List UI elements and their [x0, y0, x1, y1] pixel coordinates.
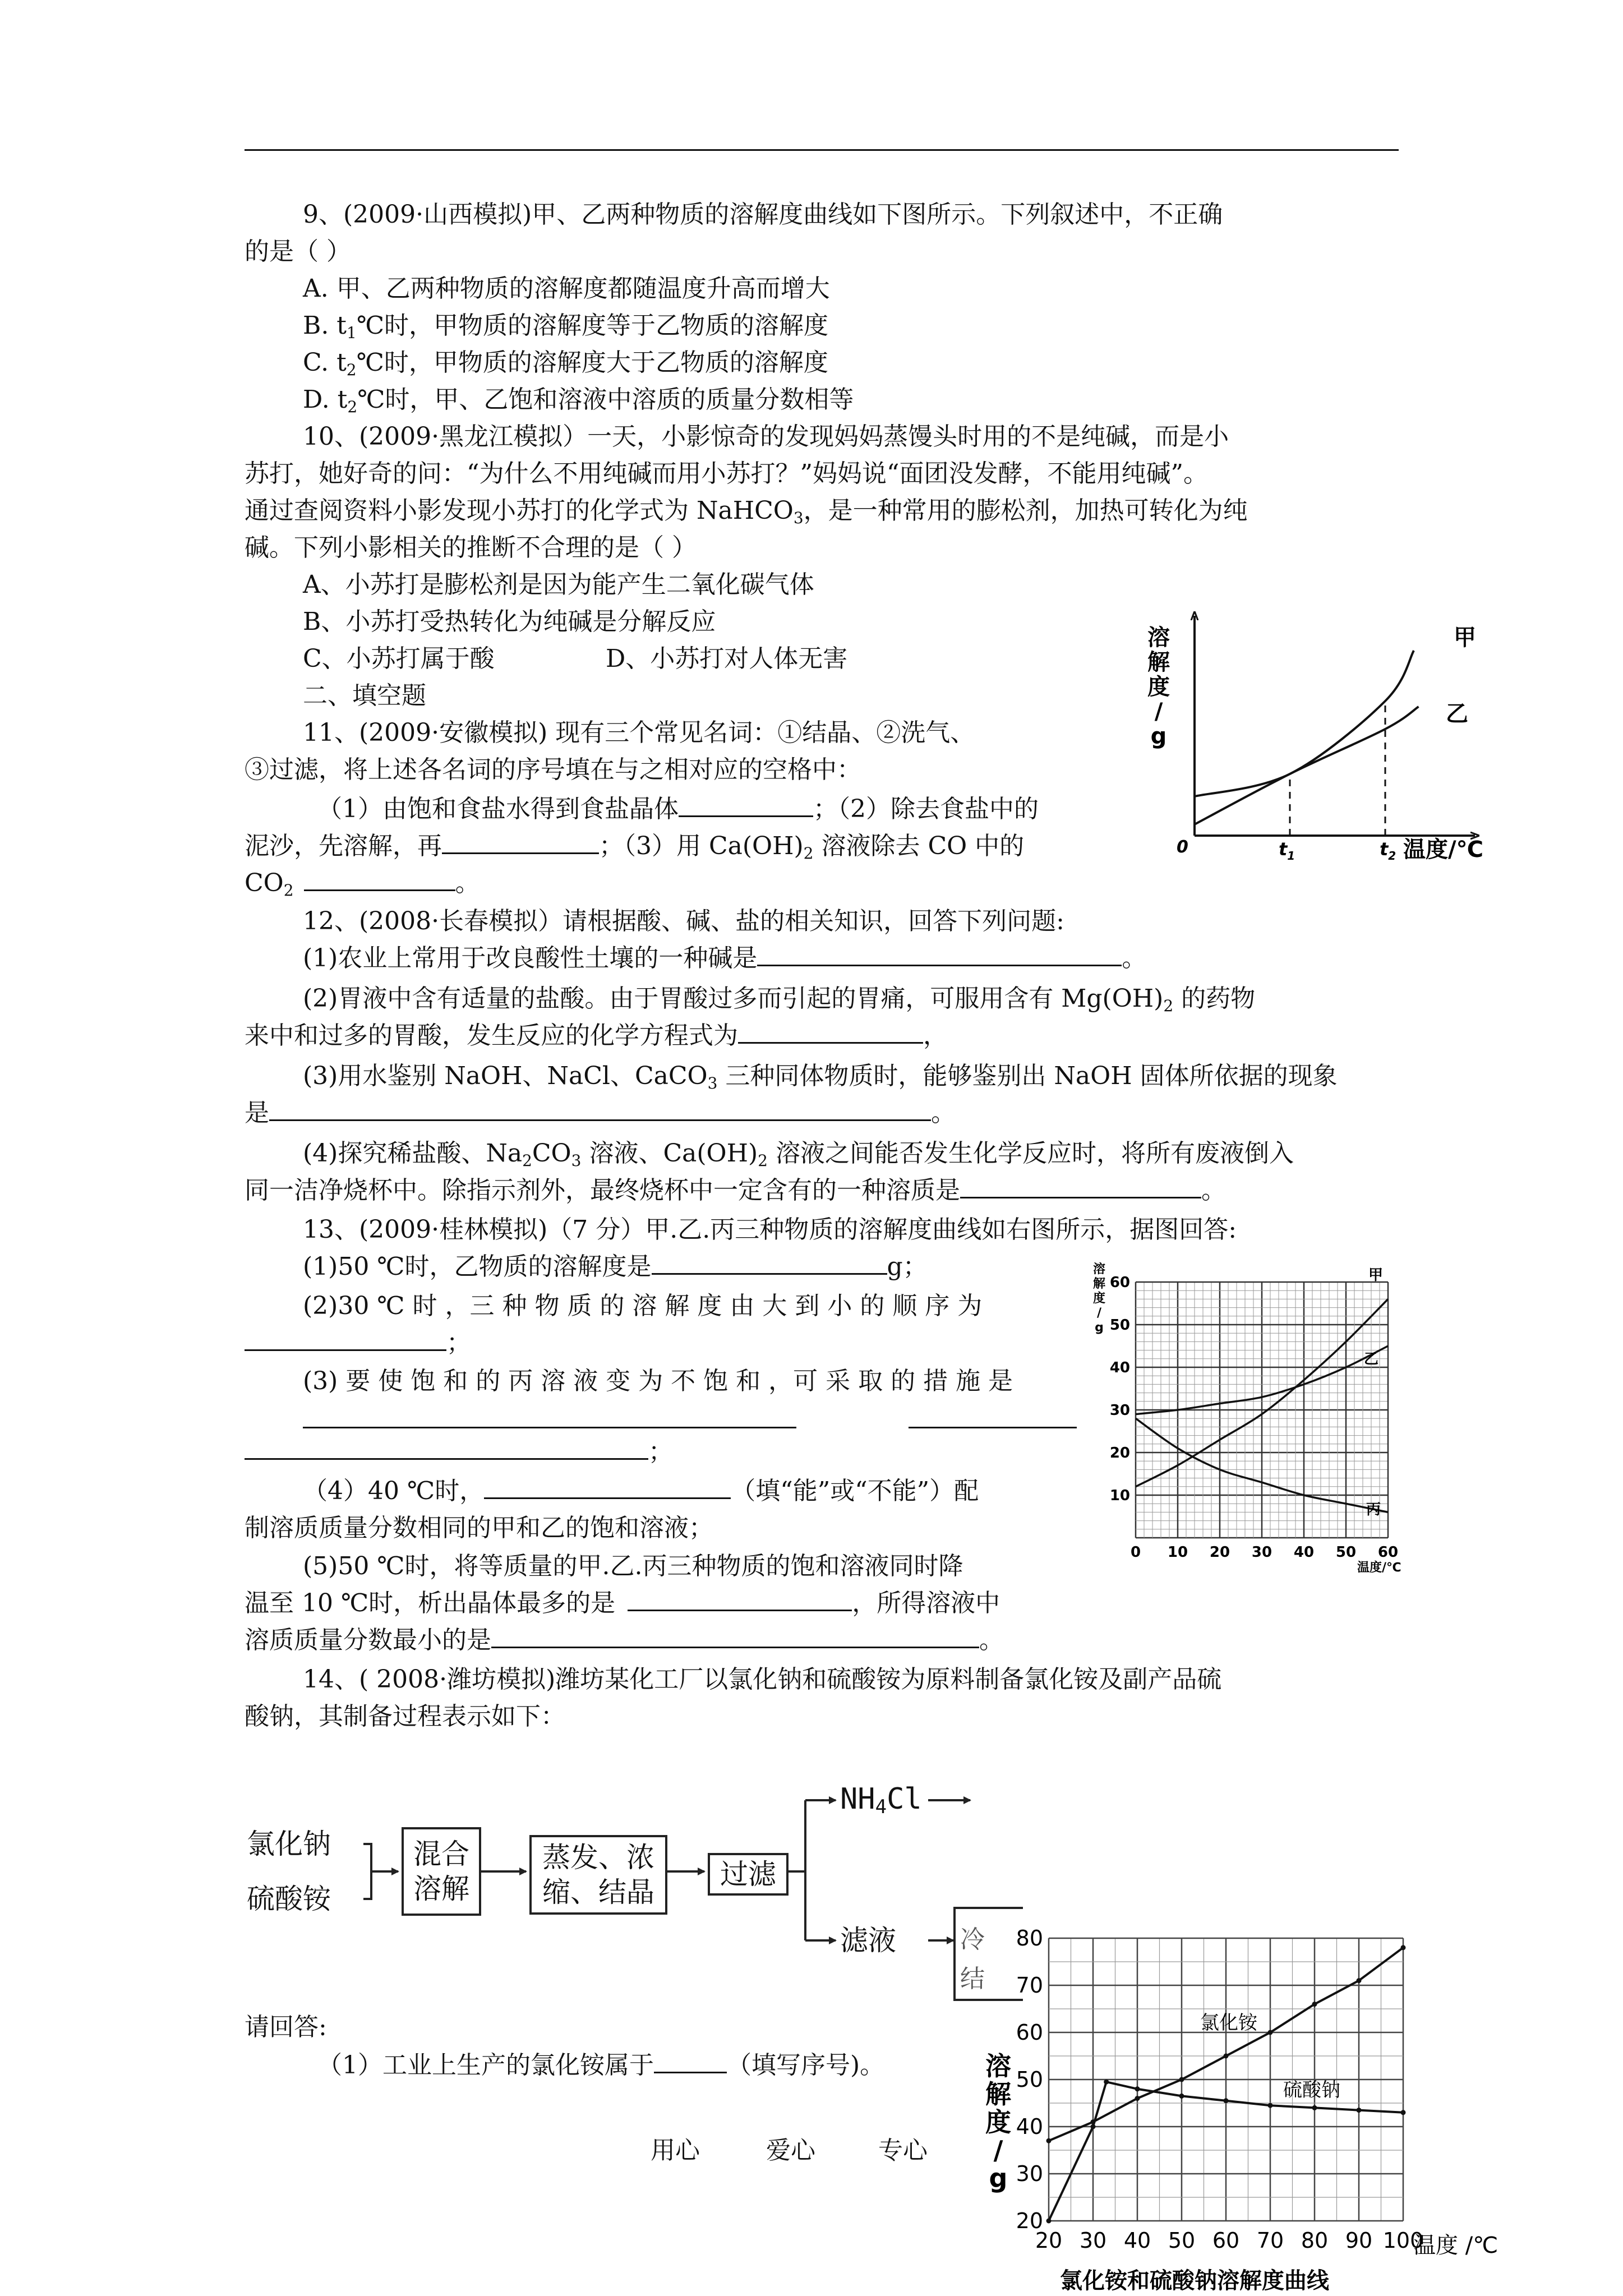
chart-1-y-label-char-3: /	[1154, 699, 1163, 725]
q12-part-4-line-1: (4)探究稀盐酸、$Na_2CO_3$ 溶液、$Ca(OH)_2$ 溶液之间能否发生化学反应时，将所有废液倒入	[303, 1139, 1294, 1170]
chart-1	[1138, 606, 1509, 886]
q11-line-5: $CO_2$ 。	[245, 865, 480, 902]
q12-blank-3[interactable]	[269, 1095, 931, 1121]
chart-2-y-label-char-3: /	[1096, 1306, 1102, 1320]
chart-1-y-label	[1147, 625, 1170, 749]
q11-stem-line-1: 11、(2009·安徽模拟) 现有三个常见名词：①结晶、②洗气、	[303, 718, 975, 747]
chart-3-y-tick-label: 60	[1016, 2020, 1043, 2045]
q12-part-2-line-2: 来中和过多的胃酸，发生反应的化学方程式为 ，	[245, 1017, 948, 1054]
chart-3-caption: 氯化铵和硫酸钠溶解度曲线	[1060, 2268, 1329, 2294]
q13-part-4-line-1: （4）40 ℃时， （填“能”或“不能”）配	[303, 1473, 979, 1510]
q13-stem: 13、(2009·桂林模拟)（7 分）甲.乙.丙三种物质的溶解度曲线如右图所示，据图回答:	[303, 1215, 1237, 1244]
chart-3-series-na2so4-point	[1357, 2108, 1362, 2113]
q11-blank-2[interactable]	[442, 828, 599, 854]
chart-3-x-tick-label: 90	[1345, 2228, 1373, 2253]
chart-3-series-label-na2so4: 硫酸钠	[1283, 2079, 1340, 2101]
chart-3-series-na2so4-point	[1104, 2080, 1109, 2085]
q12-part-2-line-1: (2)胃液中含有适量的盐酸。由于胃酸过多而引起的胃痛，可服用含有 $Mg(OH)_2$ 的药物	[303, 984, 1256, 1015]
chart-2-y-tick-label: 60	[1109, 1274, 1130, 1291]
chart-3-series-na2so4-point	[1135, 2086, 1140, 2091]
chart-3-svg	[976, 1929, 1537, 2294]
q12-part-3-line-2: 是 。	[245, 1095, 956, 1132]
q12-blank-2[interactable]	[738, 1017, 923, 1044]
q11-line-3: （1）由饱和食盐水得到食盐晶体 ；（2）除去食盐中的	[317, 791, 1039, 828]
chart-2-x-tick-label: 10	[1167, 1544, 1188, 1561]
chart-3-y-label	[985, 2051, 1011, 2193]
chart-3-x-tick-label: 70	[1256, 2228, 1284, 2253]
q9-option-a: A. 甲、乙两种物质的溶解度都随温度升高而增大	[303, 274, 830, 303]
chart-3-series-na2so4-point	[1224, 2098, 1229, 2103]
flowchart-input-nacl: 氯化钠	[247, 1828, 331, 1860]
q13-part-3-line-3: ；	[245, 1433, 673, 1470]
q13-blank-1[interactable]	[652, 1248, 887, 1275]
chart-1-svg	[1138, 606, 1509, 886]
section-heading-fill-in: 二、填空题	[303, 681, 426, 710]
q13-blank-4[interactable]	[484, 1473, 731, 1499]
chart-3-x-tick-label: 50	[1168, 2228, 1196, 2253]
chart-3-y-label-char-2: 度	[985, 2107, 1011, 2137]
chart-3-y-tick-label: 50	[1016, 2067, 1043, 2092]
q13-blank-3b[interactable]	[909, 1402, 1077, 1428]
chart-3-x-tick-label: 80	[1301, 2228, 1329, 2253]
chart-2	[1082, 1234, 1430, 1582]
chart-3-y-label-char-1: 解	[985, 2079, 1011, 2109]
chart-3-y-label-char-0: 溶	[985, 2051, 1011, 2081]
q9-stem-line-2: 的是（ ）	[245, 237, 351, 266]
chart-3-y-tick-label: 20	[1016, 2209, 1043, 2233]
chart-3-y-tick-label: 30	[1016, 2161, 1043, 2186]
q10-option-c: C、小苏打属于酸	[303, 644, 495, 673]
chart-3-x-tick-label: 30	[1079, 2228, 1107, 2253]
flowchart-output-filtrate: 滤液	[840, 1924, 896, 1957]
chart-1-tick-t1: $t_1$	[1279, 838, 1295, 863]
chart-3-y-tick-label: 40	[1016, 2114, 1043, 2139]
chart-3-series-nh4cl-point	[1268, 2030, 1273, 2035]
chart-2-y-tick-label: 30	[1109, 1402, 1130, 1419]
flowchart-clipped-text-1: 冷	[960, 1925, 985, 1954]
q13-part-2-line-2: ；	[245, 1325, 471, 1362]
flowchart-input-ammonium-sulfate: 硫酸铵	[247, 1883, 331, 1915]
q12-blank-4[interactable]	[960, 1172, 1201, 1198]
chart-2-x-tick-label: 20	[1209, 1544, 1230, 1561]
chart-2-y-tick-label: 40	[1109, 1359, 1130, 1376]
q12-stem: 12、(2008·长春模拟）请根据酸、碱、盐的相关知识，回答下列问题:	[303, 907, 1064, 935]
chart-2-y-label	[1093, 1262, 1105, 1335]
chart-1-series-jia-line	[1195, 651, 1414, 796]
q14-answer-prompt: 请回答:	[245, 2013, 327, 2041]
chart-2-y-label-char-0: 溶	[1092, 1262, 1106, 1276]
chart-3-x-tick-label: 60	[1212, 2228, 1240, 2253]
chart-3-x-tick-label: 40	[1123, 2228, 1151, 2253]
chart-2-x-tick-label: 60	[1377, 1544, 1399, 1561]
q13-part-3-line-1: (3) 要 使 饱 和 的 丙 溶 液 变 为 不 饱 和 ，可 采 取 的 措 施 是	[303, 1367, 1013, 1395]
chart-3-series-na2so4-point	[1046, 2219, 1052, 2224]
chart-2-x-tick-label: 40	[1293, 1544, 1315, 1561]
chart-2-y-tick-label: 50	[1109, 1317, 1130, 1334]
chart-3-series-na2so4-point	[1091, 2124, 1096, 2129]
footer-word-1: 用心	[651, 2136, 700, 2165]
chart-3-series-nh4cl-point	[1401, 1945, 1406, 1950]
chart-2-x-tick-label: 50	[1335, 1544, 1357, 1561]
q13-part-5-line-2: 温至 10 ℃时，析出晶体最多的是 ，所得溶液中	[245, 1585, 1000, 1622]
q14-blank-1[interactable]	[654, 2047, 727, 2073]
chart-1-series-label-yi: 乙	[1446, 701, 1468, 727]
q10-stem-line-4: 碱。下列小影相关的推断不合理的是（ ）	[245, 533, 697, 562]
q11-blank-1[interactable]	[679, 791, 813, 817]
chart-2-y-label-char-2: 度	[1092, 1292, 1106, 1306]
q13-blank-6[interactable]	[491, 1622, 979, 1648]
chart-2-y-label-char-1: 解	[1092, 1277, 1106, 1291]
chart-3-y-tick-label: 70	[1016, 1973, 1043, 1998]
footer-word-2: 爱心	[766, 2136, 815, 2165]
q9-option-b: B. $t_1℃$时，甲物质的溶解度等于乙物质的溶解度	[303, 311, 829, 342]
chart-3-series-label-nh4cl: 氯化铵	[1200, 2012, 1257, 2034]
q14-part-1: （1）工业上生产的氯化铵属于 （填写序号)。	[317, 2047, 884, 2084]
chart-3-series-nh4cl-point	[1179, 2077, 1184, 2082]
chart-3-y-tick-label: 80	[1016, 1929, 1043, 1951]
chart-2-x-label: 温度/℃	[1357, 1561, 1401, 1575]
chart-3-series-na2so4-point	[1268, 2103, 1273, 2108]
q13-part-1: (1)50 ℃时，乙物质的溶解度是 g；	[303, 1248, 928, 1285]
q13-part-5-line-1: (5)50 ℃时，将等质量的甲.乙.丙三种物质的饱和溶液同时降	[303, 1552, 963, 1580]
chart-1-x-label: 温度/℃	[1403, 837, 1484, 863]
chart-3-y-label-char-4: g	[989, 2163, 1008, 2193]
q10-option-b: B、小苏打受热转化为纯碱是分解反应	[303, 607, 716, 636]
q13-blank-3a[interactable]	[303, 1402, 796, 1428]
flowchart-box-evaporate-crystallize: 蒸发、浓 缩、结晶	[529, 1835, 667, 1915]
q13-blank-3c[interactable]	[245, 1433, 648, 1460]
chart-3-series-na2so4-point	[1312, 2105, 1317, 2110]
chart-3-series-nh4cl-point	[1046, 2138, 1052, 2143]
chart-3-y-label-char-3: /	[993, 2135, 1003, 2165]
chart-3-series-nh4cl-point	[1224, 2054, 1229, 2059]
q13-blank-5[interactable]	[628, 1585, 852, 1611]
chart-1-y-label-char-0: 溶	[1147, 625, 1170, 651]
q10-stem-line-3: 通过查阅资料小影发现小苏打的化学式为 NaHCO$_3$，是一种常用的膨松剂，加热可转化为纯	[245, 496, 1248, 527]
q13-blank-2[interactable]	[245, 1325, 446, 1351]
chart-2-y-tick-label: 20	[1109, 1445, 1130, 1461]
flowchart-clipped-text-2: 结	[960, 1965, 985, 1993]
q9-stem-line-1: 9、(2009·山西模拟)甲、乙两种物质的溶解度曲线如下图所示。下列叙述中，不正确	[303, 200, 1223, 229]
chart-1-series-label-jia: 甲	[1454, 625, 1476, 651]
q12-part-3-line-1: (3)用水鉴别 NaOH、NaCl、CaCO$_3$ 三种同体物质时，能够鉴别出 NaOH 固体所依据的现象	[303, 1062, 1338, 1092]
q11-blank-3[interactable]	[304, 865, 455, 891]
q9-option-d: D. $t_2℃$时，甲、乙饱和溶液中溶质的质量分数相等	[303, 385, 854, 416]
chart-3-series-nh4cl-point	[1312, 2002, 1317, 2007]
chart-3-series-na2so4-point	[1401, 2110, 1406, 2115]
chart-3-x-label: 温度 /℃	[1413, 2233, 1498, 2258]
q10-option-d: D、小苏打对人体无害	[606, 644, 848, 673]
q14-stem-line-1: 14、( 2008·潍坊模拟)潍坊某化工厂以氯化钠和硫酸铵为原料制备氯化铵及副产品硫	[303, 1665, 1222, 1694]
flowchart-box-mix-dissolve: 混合 溶解	[402, 1827, 481, 1916]
chart-2-y-tick-label: 10	[1109, 1487, 1130, 1504]
header-rule	[245, 149, 1399, 151]
footer-word-3: 专心	[878, 2136, 928, 2165]
chart-3-series-nh4cl-point	[1357, 1978, 1362, 1983]
chart-2-y-label-char-4: g	[1095, 1321, 1104, 1335]
chart-1-origin-label: 0	[1177, 837, 1188, 857]
q11-line-4: 泥沙，先溶解，再 ；（3）用 $Ca(OH)_2$ 溶液除去 CO 中的	[245, 828, 1024, 865]
q9-option-c: C. $t_2℃$时，甲物质的溶解度大于乙物质的溶解度	[303, 348, 828, 379]
q13-part-2-line-1: (2)30 ℃ 时 ，三 种 物 质 的 溶 解 度 由 大 到 小 的 顺 序 为	[303, 1292, 983, 1320]
q11-stem-line-2: ③过滤，将上述各名词的序号填在与之相对应的空格中：	[245, 755, 861, 784]
q12-part-4-line-2: 同一洁净烧杯中。除指示剂外，最终烧杯中一定含有的一种溶质是 。	[245, 1172, 1226, 1209]
flowchart-box-filter: 过滤	[708, 1853, 789, 1896]
chart-2-x-tick-label: 30	[1251, 1544, 1272, 1561]
chart-3-x-tick-label: 20	[1035, 2228, 1063, 2253]
chart-2-series-label-bing: 丙	[1366, 1501, 1381, 1518]
flowchart-output-nh4cl: $NH_4Cl$	[840, 1782, 922, 1818]
q10-stem-line-1: 10、(2009·黑龙江模拟）一天，小影惊奇的发现妈妈蒸馒头时用的不是纯碱，而是小	[303, 422, 1229, 451]
q13-part-5-line-3: 溶质质量分数最小的是 。	[245, 1622, 1004, 1659]
q12-blank-1[interactable]	[757, 940, 1122, 966]
chart-2-svg	[1082, 1234, 1430, 1582]
chart-1-y-label-char-1: 解	[1147, 649, 1170, 675]
q10-option-a: A、小苏打是膨松剂是因为能产生二氧化碳气体	[303, 570, 814, 599]
flowchart	[241, 1772, 993, 1993]
q10-stem-line-2: 苏打，她好奇的问：“为什么不用纯碱而用小苏打？”妈妈说“面团没发酵，不能用纯碱”。	[245, 459, 1208, 488]
chart-3	[976, 1929, 1537, 2294]
chart-2-x-tick-label: 0	[1130, 1544, 1141, 1561]
q12-part-1: (1)农业上常用于改良酸性土壤的一种碱是 。	[303, 940, 1146, 977]
chart-1-y-label-char-2: 度	[1147, 674, 1170, 700]
chart-2-series-label-jia: 甲	[1368, 1267, 1384, 1284]
q13-part-4-line-2: 制溶质质量分数相同的甲和乙的饱和溶液；	[245, 1514, 713, 1542]
chart-3-series-na2so4-point	[1179, 2094, 1184, 2099]
chart-1-tick-t2: $t_2$	[1380, 838, 1396, 863]
chart-3-series-nh4cl-point	[1135, 2096, 1140, 2101]
q14-stem-line-2: 酸钠，其制备过程表示如下：	[245, 1702, 565, 1731]
chart-3-x-tick-label: 100	[1382, 2228, 1424, 2253]
chart-1-y-label-char-4: g	[1150, 723, 1167, 749]
chart-2-series-label-yi: 乙	[1364, 1351, 1379, 1368]
